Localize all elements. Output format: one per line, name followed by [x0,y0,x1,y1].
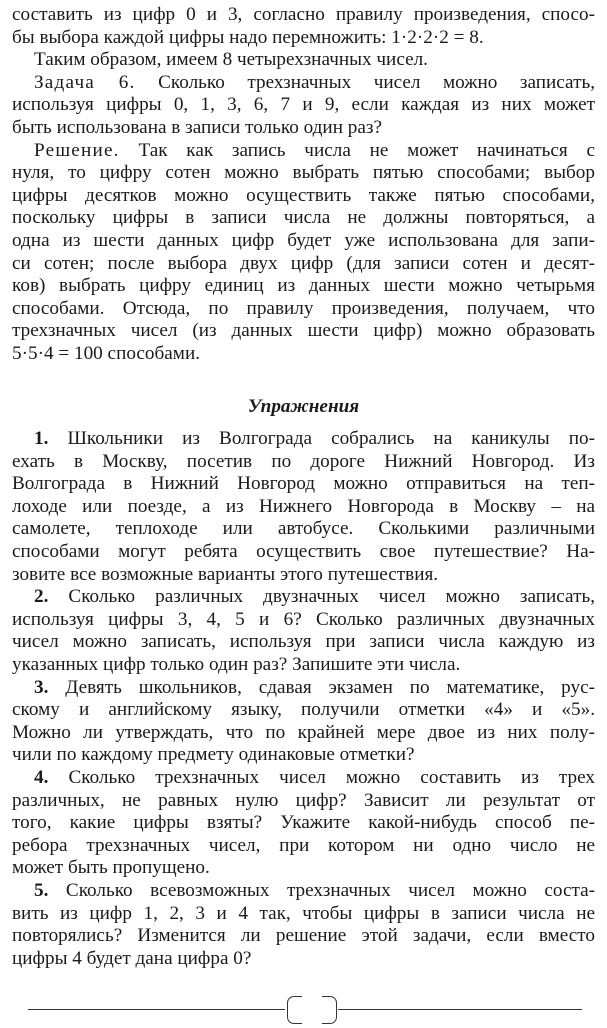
exercise-first-line: 5. Сколько всевозможных трехзначных чисел можно соста- [34,879,595,901]
text-line: цифры десятков можно осуществить также пятью способами, [12,184,595,206]
text-line: 5·5·4 = 100 способами. [12,342,201,364]
exercise-number: 2. [34,586,49,608]
text-line: составить из цифр 0 и 3, согласно правилу произведения, спосо- [12,4,595,25]
text-line: чили по каждому предмету одинаковые отметки? [12,744,415,766]
solution-first-line: Решение. Так как запись числа не может начинаться с [34,139,596,161]
text-line: используя цифры 0, 1, 3, 6, 7 и 9, если каждая из них может [12,94,595,116]
exercise-1 [12,428,595,586]
text-line: одна из шести данных цифр будет уже использована для запи- [12,229,595,251]
text-line: нуля, то цифру сотен можно выбрать пятью способами; выбор [12,162,595,184]
footer-rule-right [338,1009,582,1010]
text-line: указанных цифр только один раз? Запишите эти числа. [12,654,461,676]
text-line: Можно ли утверждать, что по крайней мере двое из них полу- [12,721,595,743]
exercise-number: 4. [34,767,49,788]
exercises-heading: Упражнения [247,395,360,417]
text-line: цифры 4 будет дана цифра 0? [12,947,252,969]
text-line: си сотен; после выбора двух цифр (для записи сотен и десят- [12,252,595,274]
page-number-bracket-right [322,996,337,1024]
text-line: способами могут ребята осуществить свое путешествие? На- [12,541,595,563]
footer-rule-left [28,1009,285,1010]
task-6-first-line: Задача 6. Сколько трехзначных чисел можно записать, [34,71,596,93]
exercise-first-line: 2. Сколько различных двузначных чисел можно записать, [34,586,596,608]
exercise-first-line: 4. Сколько трехзначных чисел можно составить из трех [34,767,596,788]
exercise-5 [12,880,595,970]
text-line: лоходе или поезде, а из Нижнего Новгорода в Москву – на [12,495,595,517]
text-line: зовите все возможные варианты этого путешествия. [12,563,439,585]
exercise-number: 1. [34,428,49,450]
solution [12,140,595,366]
conclusion-line: Таким образом, имеем 8 четырехзначных чисел. [34,49,428,71]
task-6 [12,72,595,140]
text-line: трехзначных чисел (из данных шести цифр) можно образовать [12,320,595,342]
text-line: быть использована в записи только один раз? [12,116,382,138]
exercise-3 [12,677,595,767]
page-number-bracket-left [287,996,302,1024]
exercise-2 [12,586,595,676]
text-line: используя цифры 3, 4, 5 и 6? Сколько различных двузначных [12,608,595,630]
text-line: ков) выбрать цифру единиц из данных шести можно четырьмя [12,275,595,297]
text-line: чисел можно записать, используя при записи числа каждую из [12,631,595,653]
exercise-number: 3. [34,676,49,698]
text-line: может быть пропущено. [12,857,210,879]
text-line: того, какие цифры взяты? Укажите какой-нибудь способ пе- [12,812,595,834]
exercise-4 [12,767,595,880]
text-line: самолете, теплоходе или автобусе. Сколькими различными [12,518,595,540]
text-line: ехать в Москву, посетив по дороге Нижний Новгород. Из [12,450,595,472]
text-line: ребора трехзначных чисел, при котором ни одно число не [12,834,595,856]
exercise-number: 5. [34,879,49,901]
text-line: различных, не равных нулю цифр? Зависит ли результат от [12,789,595,811]
text-line: вить из цифр 1, 2, 3 и 4 так, чтобы цифры в записи числа не [12,902,595,924]
text-line: скому и английскому языку, получили отметки «4» и «5». [12,699,595,721]
solution-label: Решение. [34,139,120,161]
text-line: поскольку цифры в записи числа не должны повторяться, а [12,207,595,229]
text-line: способами. Отсюда, по правилу произведения, получаем, что [12,297,595,319]
task-6-label: Задача 6. [34,71,136,93]
text-line: Волгограда в Нижний Новгород можно отправиться на теп- [12,473,595,495]
exercise-first-line: 1. Школьники из Волгограда собрались на каникулы по- [34,428,595,450]
text-line: повторялись? Изменится ли решение этой задачи, если вместо [12,925,595,947]
text-line: бы выбора каждой цифры надо перемножить: 1·2·2·2 = 8. [12,26,484,48]
intro-paragraph [12,4,595,72]
exercise-first-line: 3. Девять школьников, сдавая экзамен по математике, рус- [34,676,595,698]
